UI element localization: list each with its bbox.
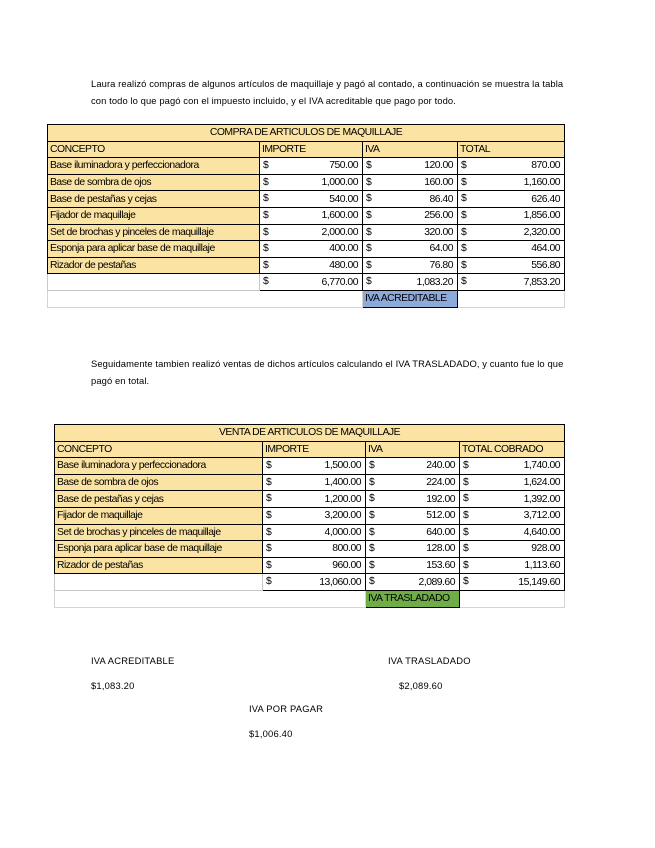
venta-table (54, 424, 565, 608)
currency-symbol: $ (461, 276, 467, 288)
table-row (55, 507, 565, 524)
amount: 15,149.60 (518, 576, 561, 588)
amount: 1,000.00 (321, 177, 358, 189)
totals-row (48, 274, 565, 291)
grand-total-cell (460, 574, 565, 591)
importe-cell (263, 507, 366, 524)
amount: 1,392.00 (523, 493, 561, 505)
currency-symbol: $ (369, 460, 375, 472)
currency-symbol: $ (463, 476, 469, 488)
table-row (48, 207, 565, 224)
header-concepto: CONCEPTO (48, 141, 260, 158)
currency-symbol: $ (266, 543, 272, 555)
concepto-cell: Rizador de pestañas (48, 257, 260, 274)
iva-cell (363, 191, 458, 208)
amount: 1,400.00 (324, 477, 361, 489)
currency-symbol: $ (266, 476, 272, 488)
header-importe: IMPORTE (260, 141, 363, 158)
currency-symbol: $ (366, 160, 372, 172)
importe-cell (260, 207, 363, 224)
iva-cell (366, 458, 460, 475)
amount: 1,624.00 (523, 477, 561, 489)
amount: 2,089.60 (418, 576, 455, 588)
amount: 3,200.00 (324, 510, 361, 522)
importe-cell (263, 541, 366, 558)
currency-symbol: $ (366, 276, 372, 288)
currency-symbol: $ (369, 509, 375, 521)
compra-table (47, 124, 565, 308)
total-importe-cell (263, 574, 366, 591)
summary-trasladado-value: $2,089.60 (399, 680, 443, 691)
amount: 512.00 (426, 510, 455, 522)
concepto-cell: Fijador de maquillaje (55, 507, 263, 524)
total-cell (458, 224, 565, 241)
currency-symbol: $ (369, 559, 375, 571)
totals-blank-cell (48, 274, 260, 291)
table-row (48, 174, 565, 191)
concepto-cell: Base de sombra de ojos (55, 474, 263, 491)
currency-symbol: $ (263, 226, 269, 238)
currency-symbol: $ (461, 226, 467, 238)
iva-cell (366, 474, 460, 491)
grand-total-cell (458, 274, 565, 291)
total-cell (460, 507, 565, 524)
table-title: VENTA DE ARTICULOS DE MAQUILLAJE (55, 425, 565, 442)
table-row (55, 474, 565, 491)
amount: 1,160.00 (523, 177, 561, 189)
concepto-cell: Base de pestañas y cejas (55, 491, 263, 508)
importe-cell (260, 241, 363, 258)
table-row (48, 224, 565, 241)
table-row (48, 158, 565, 175)
table-header-row (48, 141, 565, 158)
total-cell (460, 541, 565, 558)
concepto-cell: Base iluminadora y perfeccionadora (48, 158, 260, 175)
amount: 240.00 (426, 460, 455, 472)
concepto-cell: Set de brochas y pinceles de maquillaje (55, 524, 263, 541)
currency-symbol: $ (369, 543, 375, 555)
currency-symbol: $ (461, 193, 467, 205)
importe-cell (263, 524, 366, 541)
table-row (48, 191, 565, 208)
total-cell (458, 158, 565, 175)
importe-cell (260, 224, 363, 241)
amount: 153.60 (426, 560, 455, 572)
table-row (48, 241, 565, 258)
totals-blank-cell (55, 574, 263, 591)
currency-symbol: $ (366, 226, 372, 238)
currency-symbol: $ (366, 176, 372, 188)
currency-symbol: $ (366, 209, 372, 221)
amount: 870.00 (531, 160, 561, 172)
amount: 86.40 (429, 193, 453, 205)
currency-symbol: $ (463, 526, 469, 538)
amount: 556.80 (531, 260, 561, 272)
iva-cell (366, 524, 460, 541)
label-blank-cell (460, 590, 565, 607)
importe-cell (263, 458, 366, 475)
currency-symbol: $ (263, 160, 269, 172)
amount: 13,060.00 (319, 576, 361, 588)
currency-symbol: $ (369, 476, 375, 488)
concepto-cell: Rizador de pestañas (55, 557, 263, 574)
currency-symbol: $ (461, 160, 467, 172)
total-cell (460, 474, 565, 491)
concepto-cell: Fijador de maquillaje (48, 207, 260, 224)
amount: 1,600.00 (321, 210, 358, 222)
summary-acreditable-label: IVA ACREDITABLE (91, 655, 175, 666)
table-row (55, 458, 565, 475)
currency-symbol: $ (266, 493, 272, 505)
amount: 160.00 (424, 177, 453, 189)
amount: 540.00 (329, 193, 358, 205)
label-blank-cell (48, 290, 363, 307)
total-cell (458, 257, 565, 274)
currency-symbol: $ (263, 259, 269, 271)
amount: 928.00 (531, 543, 561, 555)
iva-cell (366, 557, 460, 574)
currency-symbol: $ (461, 259, 467, 271)
summary-por-pagar-label: IVA POR PAGAR (249, 703, 324, 714)
importe-cell (260, 174, 363, 191)
iva-label-row (48, 290, 565, 307)
currency-symbol: $ (463, 559, 469, 571)
amount: 464.00 (531, 243, 561, 255)
amount: 224.00 (426, 477, 455, 489)
concepto-cell: Base iluminadora y perfeccionadora (55, 458, 263, 475)
amount: 64.00 (429, 243, 453, 255)
iva-label-row (55, 590, 565, 607)
currency-symbol: $ (463, 576, 469, 588)
currency-symbol: $ (461, 243, 467, 255)
amount: 76.80 (429, 260, 453, 272)
iva-cell (366, 541, 460, 558)
table-row (55, 541, 565, 558)
currency-symbol: $ (369, 526, 375, 538)
importe-cell (263, 491, 366, 508)
concepto-cell: Base de sombra de ojos (48, 174, 260, 191)
amount: 626.40 (531, 193, 561, 205)
amount: 1,083.20 (416, 276, 453, 288)
amount: 7,853.20 (523, 276, 561, 288)
intro-paragraph: Laura realizó compras de algunos artículos de maquillaje y pagó al contado, a continuación se muestra la tabla con todo lo que pagó con el impuesto incluido, y el IVA acreditable que pago por todo. (91, 78, 564, 106)
header-importe: IMPORTE (263, 441, 366, 458)
total-iva-cell (363, 274, 458, 291)
currency-symbol: $ (263, 243, 269, 255)
currency-symbol: $ (463, 493, 469, 505)
amount: 2,000.00 (321, 226, 358, 238)
summary-acreditable-value: $1,083.20 (91, 680, 135, 691)
amount: 120.00 (424, 160, 453, 172)
table-title-row (55, 425, 565, 442)
currency-symbol: $ (266, 576, 272, 588)
header-total: TOTAL (458, 141, 565, 158)
concepto-cell: Set de brochas y pinceles de maquillaje (48, 224, 260, 241)
concepto-cell: Base de pestañas y cejas (48, 191, 260, 208)
table-row (55, 491, 565, 508)
amount: 256.00 (424, 210, 453, 222)
total-cell (460, 524, 565, 541)
currency-symbol: $ (266, 559, 272, 571)
amount: 320.00 (424, 226, 453, 238)
currency-symbol: $ (366, 193, 372, 205)
amount: 1,856.00 (523, 210, 561, 222)
table-row (55, 557, 565, 574)
iva-cell (363, 207, 458, 224)
amount: 6,770.00 (321, 276, 358, 288)
currency-symbol: $ (463, 543, 469, 555)
middle-paragraph: Seguidamente tambien realizó ventas de dichos artículos calculando el IVA TRASLADADO, y cuanto fue lo que pagó en total. (91, 358, 564, 386)
concepto-cell: Esponja para aplicar base de maquillaje (48, 241, 260, 258)
label-blank-cell (55, 590, 366, 607)
currency-symbol: $ (263, 209, 269, 221)
header-iva: IVA (366, 441, 460, 458)
iva-label: IVA TRASLADADO (366, 590, 460, 607)
label-blank-cell (458, 290, 565, 307)
total-iva-cell (366, 574, 460, 591)
currency-symbol: $ (366, 243, 372, 255)
amount: 2,320.00 (523, 226, 561, 238)
amount: 1,740.00 (523, 460, 561, 472)
iva-cell (363, 174, 458, 191)
total-importe-cell (260, 274, 363, 291)
summary-por-pagar-value: $1,006.40 (249, 728, 293, 739)
amount: 4,000.00 (324, 526, 361, 538)
currency-symbol: $ (263, 276, 269, 288)
amount: 192.00 (426, 493, 455, 505)
currency-symbol: $ (463, 460, 469, 472)
currency-symbol: $ (266, 460, 272, 472)
amount: 3,712.00 (523, 510, 561, 522)
table-row (55, 524, 565, 541)
iva-cell (366, 491, 460, 508)
total-cell (460, 557, 565, 574)
total-cell (458, 174, 565, 191)
amount: 960.00 (332, 560, 361, 572)
total-cell (458, 241, 565, 258)
table-row (48, 257, 565, 274)
total-cell (458, 191, 565, 208)
summary-trasladado-label: IVA TRASLADADO (388, 655, 471, 666)
iva-label: IVA ACREDITABLE (363, 290, 458, 307)
currency-symbol: $ (263, 193, 269, 205)
table-title-row (48, 125, 565, 142)
currency-symbol: $ (369, 576, 375, 588)
amount: 1,113.60 (524, 560, 561, 572)
iva-cell (363, 158, 458, 175)
currency-symbol: $ (266, 509, 272, 521)
currency-symbol: $ (461, 176, 467, 188)
amount: 4,640.00 (523, 526, 561, 538)
total-cell (460, 491, 565, 508)
concepto-cell: Esponja para aplicar base de maquillaje (55, 541, 263, 558)
currency-symbol: $ (366, 259, 372, 271)
currency-symbol: $ (266, 526, 272, 538)
header-iva: IVA (363, 141, 458, 158)
iva-cell (363, 224, 458, 241)
amount: 800.00 (332, 543, 361, 555)
total-cell (460, 458, 565, 475)
amount: 480.00 (329, 260, 358, 272)
iva-cell (363, 241, 458, 258)
table-title: COMPRA DE ARTICULOS DE MAQUILLAJE (48, 125, 565, 142)
importe-cell (263, 557, 366, 574)
table-header-row (55, 441, 565, 458)
currency-symbol: $ (369, 493, 375, 505)
amount: 640.00 (426, 526, 455, 538)
amount: 750.00 (329, 160, 358, 172)
iva-cell (363, 257, 458, 274)
header-concepto: CONCEPTO (55, 441, 263, 458)
currency-symbol: $ (461, 209, 467, 221)
iva-cell (366, 507, 460, 524)
amount: 1,500.00 (324, 460, 361, 472)
amount: 400.00 (329, 243, 358, 255)
importe-cell (263, 474, 366, 491)
amount: 1,200.00 (324, 493, 361, 505)
currency-symbol: $ (263, 176, 269, 188)
header-total: TOTAL COBRADO (460, 441, 565, 458)
currency-symbol: $ (463, 509, 469, 521)
amount: 128.00 (426, 543, 455, 555)
importe-cell (260, 257, 363, 274)
total-cell (458, 207, 565, 224)
importe-cell (260, 158, 363, 175)
totals-row (55, 574, 565, 591)
importe-cell (260, 191, 363, 208)
